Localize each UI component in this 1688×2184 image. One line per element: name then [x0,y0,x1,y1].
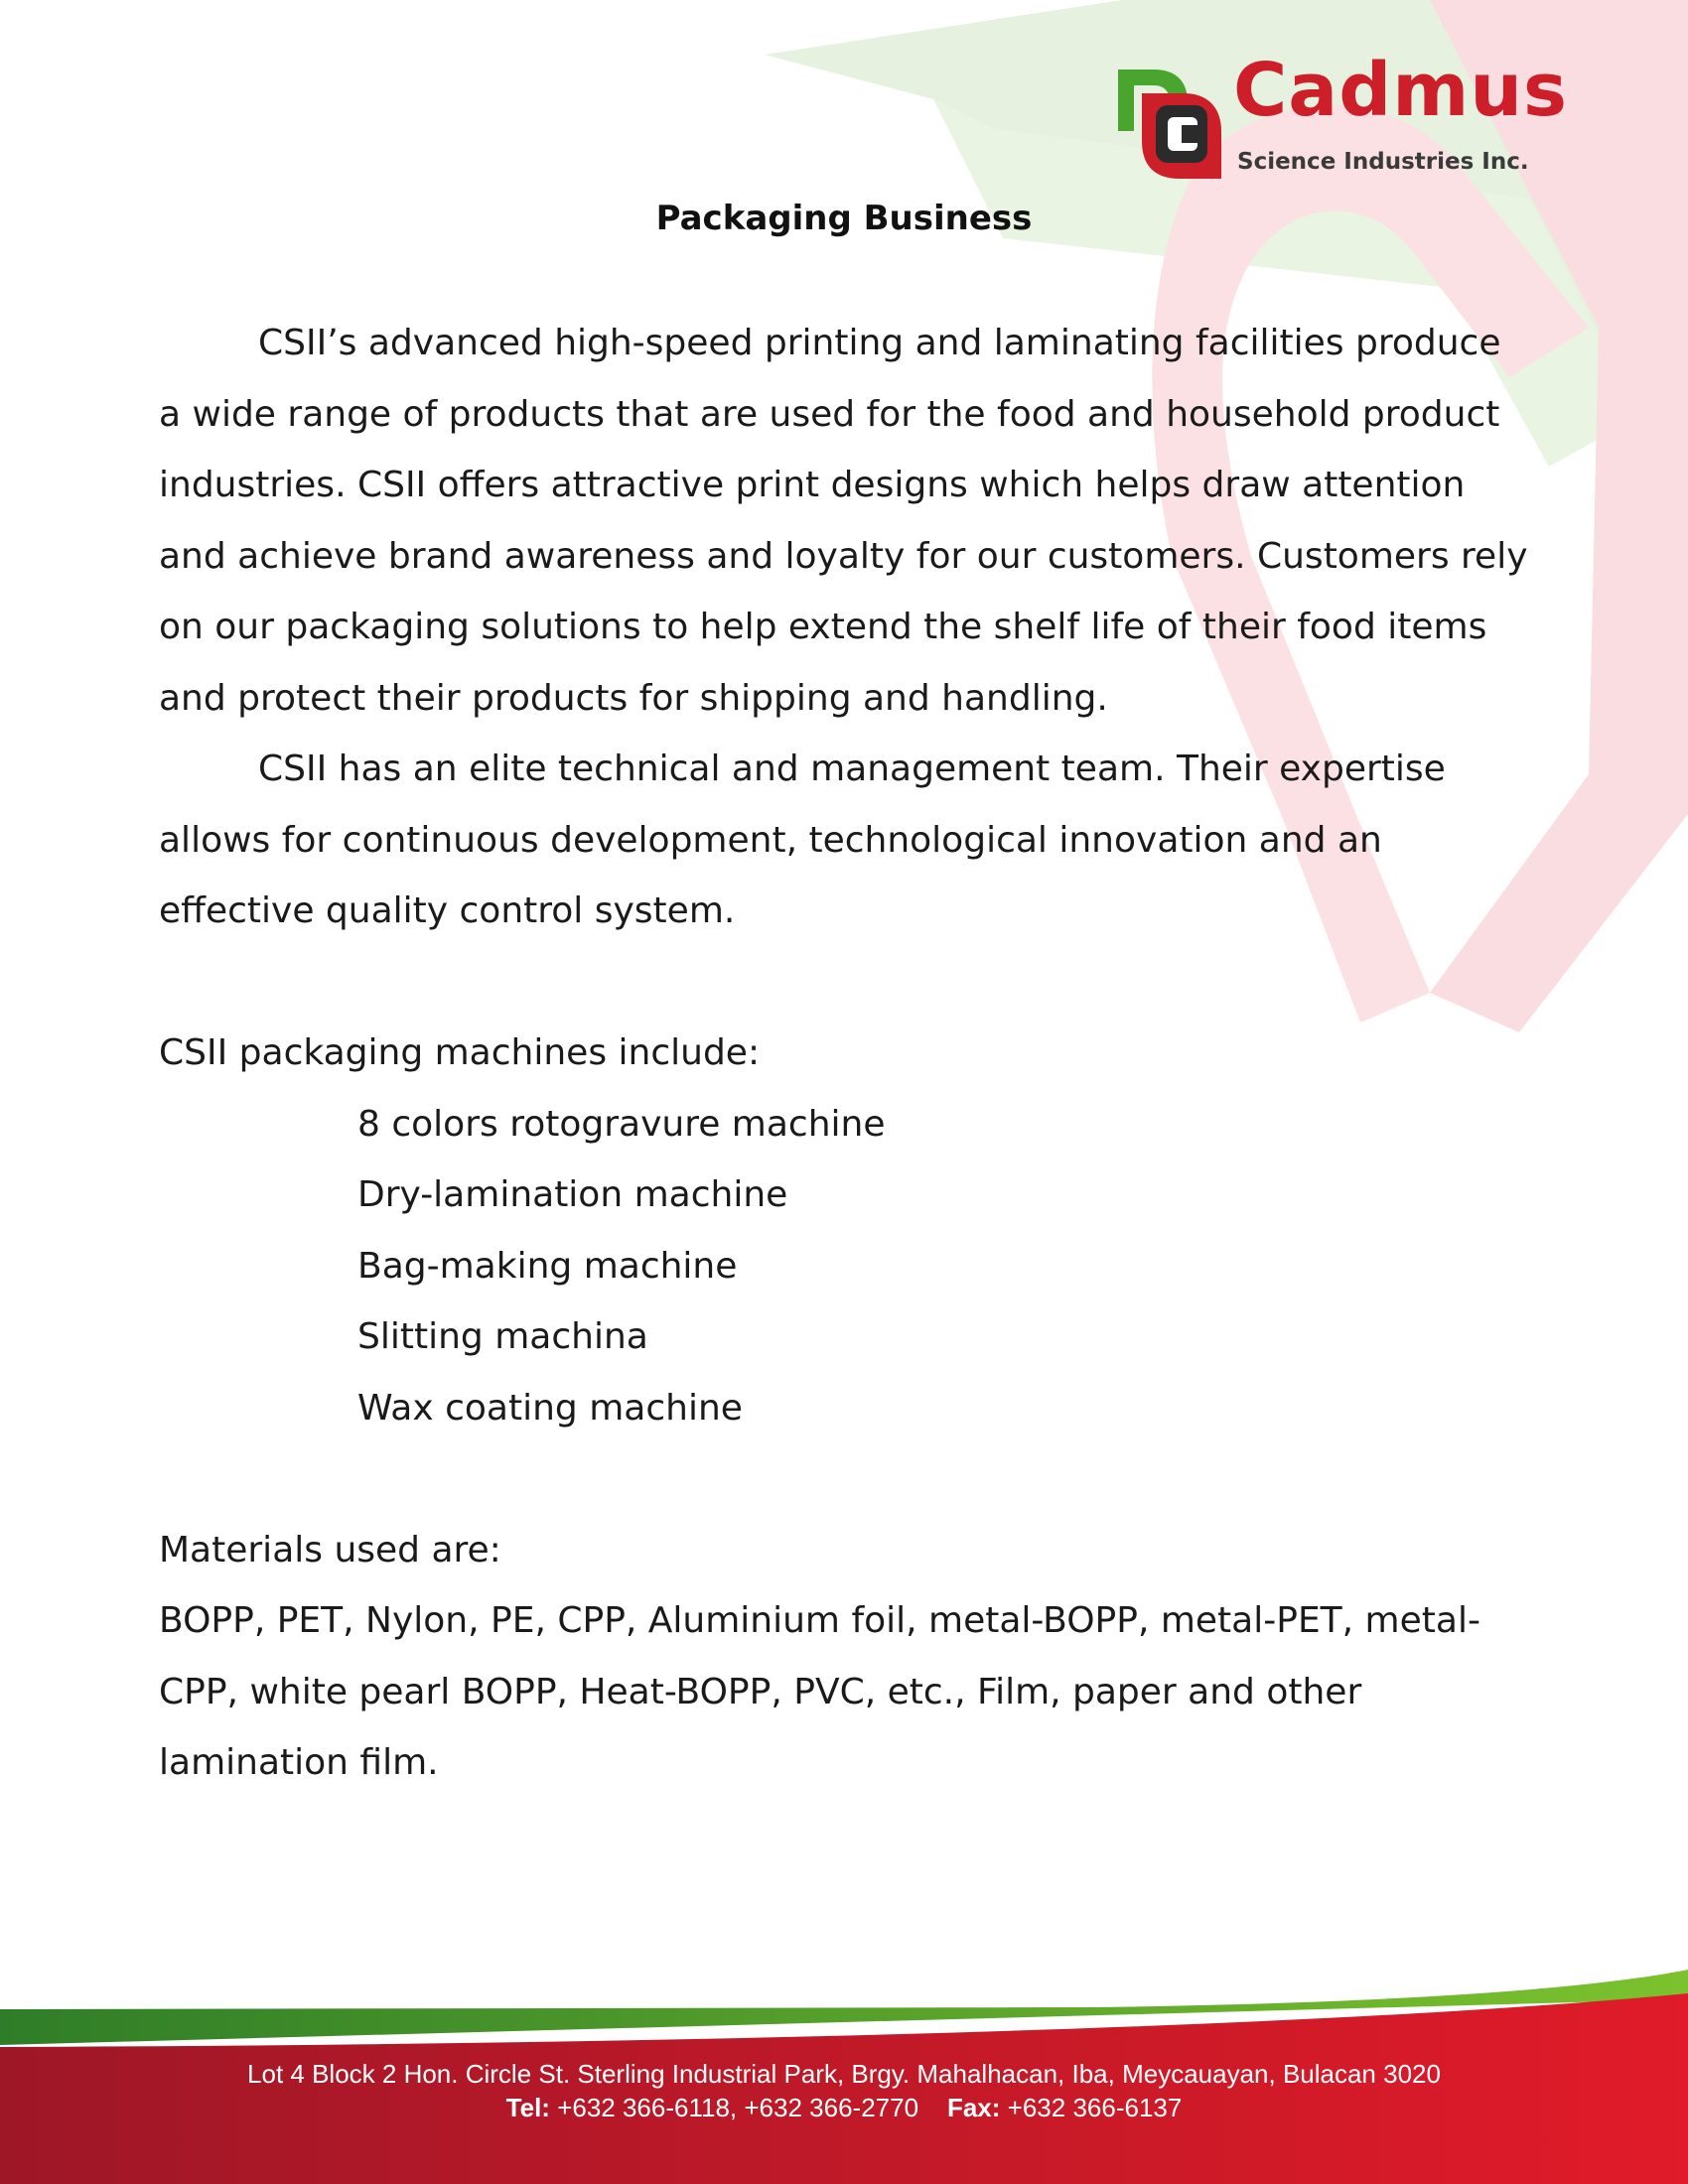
materials-heading: Materials used are: [159,1529,501,1570]
cadmus-logo-mark-icon [1114,62,1231,181]
spacer [159,1443,1529,1515]
logo-brand-name: Cadmus [1233,48,1569,133]
machines-heading: CSII packaging machines include: [159,1032,761,1073]
list-item: 8 colors rotogravure machine [357,1103,886,1145]
footer-contact [0,2057,1688,2124]
tel-label: Tel: [505,2093,550,2122]
machines-list [159,1089,1529,1444]
paragraph: CSII’s advanced high-speed printing and laminating facilities produce a wide range of products that are used for the food and household product industries. CSII offers attractive print designs which helps draw attention and achieve brand awareness and loyalty for our customers. Customers rely on our packaging solutions to help extend the shelf life of their food items and protect their products for shipping and handling. [159,323,1528,719]
company-logo [1114,48,1569,187]
document-body [159,308,1529,1799]
fax-label: Fax: [946,2093,1001,2122]
fax-value: +632 366-6137 [1007,2093,1183,2122]
footer-phone-line [0,2091,1688,2124]
footer-address: Lot 4 Block 2 Hon. Circle St. Sterling Industrial Park, Brgy. Mahalhacan, Iba, Meycauayan, Bulacan 3020 [247,2059,1441,2089]
list-item: Dry-lamination machine [357,1174,788,1215]
materials-text: BOPP, PET, Nylon, PE, CPP, Aluminium foil, metal-BOPP, metal-PET, metal-CPP, white pearl BOPP, Heat-BOPP, PVC, etc., Film, paper and other lamination film. [159,1600,1480,1783]
spacer [159,947,1529,1019]
tel-value: +632 366-6118, +632 366-2770 [557,2093,919,2122]
page-title: Packaging Business [655,199,1033,238]
logo-subtitle: Science Industries Inc. [1237,149,1529,175]
list-item: Wax coating machine [357,1387,743,1429]
paragraph: CSII has an elite technical and management team. Their expertise allows for continuous development, technological innovation and an effective quality control system. [159,749,1446,931]
list-item: Bag-making machine [357,1245,738,1287]
list-item: Slitting machina [357,1316,648,1357]
